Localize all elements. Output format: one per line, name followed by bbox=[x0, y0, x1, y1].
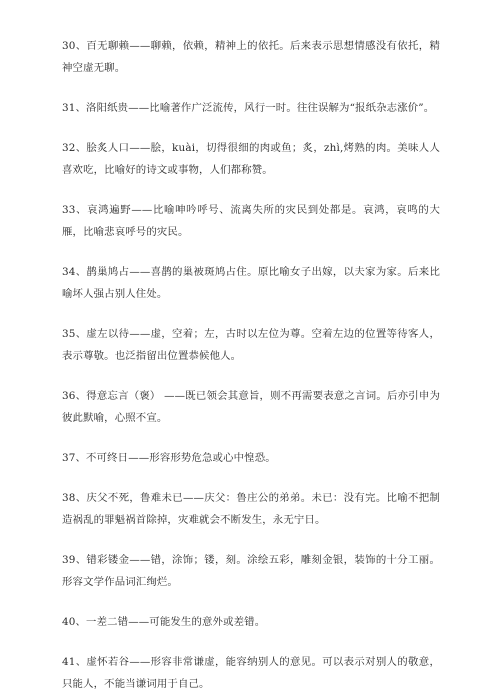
idiom-entry-32: 32、脍炙人口——脍，kuài，切得很细的肉或鱼；炙，zhì,烤熟的肉。美味人人喜欢吃，比喻好的诗文或事物，人们都称赞。 bbox=[62, 142, 440, 176]
idiom-entry-40: 40、一差二错——可能发生的意外或差错。 bbox=[62, 616, 266, 628]
idiom-entry-30: 30、百无聊赖——聊赖，依赖，精神上的依托。后来表示思想情感没有依托，精神空虚无聊。 bbox=[62, 40, 440, 74]
idiom-entry-36: 36、得意忘言（褒） ——既已领会其意旨，则不再需要表意之言词。后亦引申为彼此默喻，心照不宣。 bbox=[62, 390, 440, 424]
idiom-entry-39: 39、错彩镂金——错，涂饰；镂，刻。涂绘五彩，雕刻金银，装饰的十分工丽。形容文学作品词汇绚烂。 bbox=[62, 554, 440, 588]
idiom-entry-31: 31、洛阳纸贵——比喻著作广泛流传，风行一时。往往误解为“报纸杂志涨价”。 bbox=[62, 102, 435, 114]
idiom-entry-35: 35、虚左以待——虚，空着；左，古时以左位为尊。空着左边的位置等待客人，表示尊敬。也泛指留出位置恭候他人。 bbox=[62, 328, 440, 362]
idiom-entry-37: 37、不可终日——形容形势危急或心中惶恐。 bbox=[62, 452, 276, 464]
idiom-entry-33: 33、哀鸿遍野——比喻呻吟呼号、流离失所的灾民到处都是。哀鸿，哀鸣的大雁，比喻悲哀呼号的灾民。 bbox=[62, 204, 440, 238]
idiom-entry-34: 34、鹊巢鸠占——喜鹊的巢被斑鸠占住。原比喻女子出嫁，以夫家为家。后来比喻坏人强占别人住处。 bbox=[62, 266, 440, 300]
idiom-entry-41: 41、虚怀若谷——形容非常谦虚，能容纳别人的意见。可以表示对别人的敬意，只能人，不能当谦词用于自己。 bbox=[62, 656, 440, 690]
idiom-entry-38: 38、庆父不死，鲁难未已——庆父：鲁庄公的弟弟。未已：没有完。比喻不把制造祸乱的罪魁祸首除掉，灾难就会不断发生，永无宁日。 bbox=[62, 492, 440, 526]
